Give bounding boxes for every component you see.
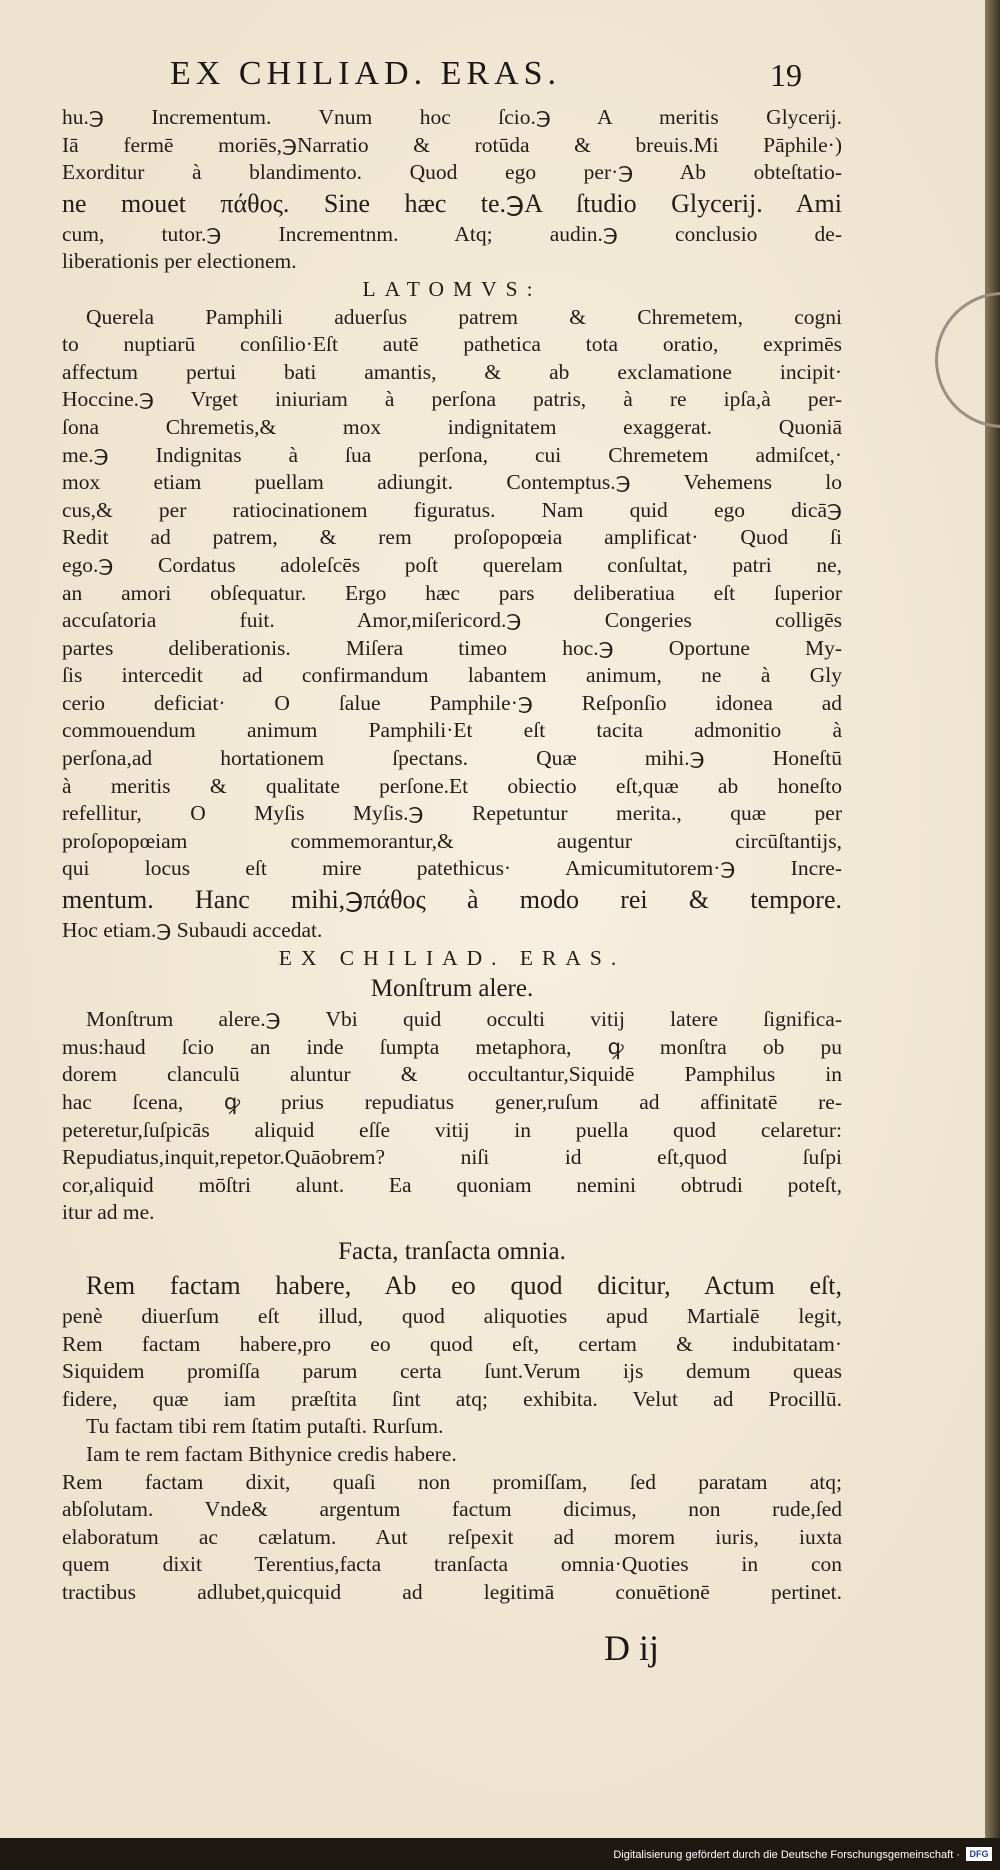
signature-mark: D ij — [604, 1628, 660, 1668]
text-line: penè diuerſum eſt illud, quod aliquoties apud Martialē legit, — [62, 1303, 842, 1328]
text-line: dorem clanculū aluntur & occultantur,Siquidē Pamphilus in — [62, 1062, 842, 1087]
text-line: refellitur, O Myſis Myſis.℈ Repetuntur merita., quæ per — [62, 801, 842, 826]
text-line: liberationis per electionem. — [62, 249, 297, 274]
section-heading-monstrum: Monſtrum alere. — [370, 975, 534, 1003]
text-line: Hoc etiam.℈ Subaudi accedat. — [62, 918, 323, 943]
text-line: cum, tutor.℈ Incrementnm. Atq; audin.℈ conclusio de- — [62, 221, 842, 246]
verse-line: Tu factam tibi rem ſtatim putaſti. Rurſum. — [86, 1414, 444, 1439]
text-line: ne mouet πάθος. Sine hæc te.℈A ſtudio Glycerij. Ami — [62, 188, 842, 218]
text-line: Repudiatus,inquit,repetor.Quāobrem? niſi id eſt,quod ſuſpi — [62, 1145, 842, 1170]
text-line: peteretur,ſuſpicās aliquid eſſe vitij in puella quod celaretur: — [62, 1117, 842, 1142]
text-line: Monſtrum alere.℈ Vbi quid occulti vitij latere ſignifica- — [86, 1007, 842, 1032]
text-line: ſis intercedit ad confirmandum labantem animum, ne à Gly — [62, 663, 842, 688]
text-line: proſopopœiam commemorantur,& augentur circūſtantijs, — [62, 828, 842, 853]
text-line: hac ſcena, ꝙ prius repudiatus gener,ruſum ad affinitatē re- — [62, 1090, 842, 1114]
page-header — [0, 55, 985, 95]
footer-bar — [0, 1838, 1000, 1870]
text-line: ſona Chremetis,& mox indignitatem exaggerat. Quoniā — [62, 414, 842, 439]
text-line: cerio deficiat· O ſalue Pamphile·℈ Reſponſio idonea ad — [62, 690, 842, 715]
text-line: Rem factam habere,pro eo quod eſt, certam & indubitatam· — [62, 1331, 842, 1356]
text-line: Redit ad patrem, & rem proſopopœia amplificat· Quod ſi — [62, 525, 842, 550]
section-heading-chiliad: EX CHILIAD. ERAS. — [278, 945, 626, 970]
page-number: 19 — [770, 57, 802, 93]
section-heading-facta: Facta, tranſacta omnia. — [338, 1237, 566, 1265]
text-line: mentum. Hanc mihi,℈πάθος à modo rei & tempore. — [62, 885, 842, 915]
text-line: me.℈ Indignitas à ſua perſona, cui Chremetem admiſcet,· — [62, 442, 842, 467]
body-text — [62, 104, 842, 1607]
text-line: hu.℈ Incrementum. Vnum hoc ſcio.℈ A meritis Glycerij. — [62, 105, 842, 129]
text-line: itur ad me. — [62, 1200, 155, 1225]
text-line: fidere, quæ iam præſtita ſint atq; exhibita. Velut ad Procillū. — [62, 1386, 842, 1411]
text-line: commouendum animum Pamphili·Et eſt tacita admonitio à — [62, 718, 842, 743]
text-line: à meritis & qualitate perſone.Et obiectio eſt,quæ ab honeſto — [62, 773, 842, 798]
text-line: tractibus adlubet,quicquid ad legitimā conuētionē pertinet. — [62, 1579, 842, 1604]
text-line: accuſatoria fuit. Amor,miſericord.℈ Congeries colligēs — [62, 608, 842, 633]
text-line: Rem factam dixit, quaſi non promiſſam, ſed paratam atq; — [62, 1469, 842, 1494]
text-line: elaboratum ac cælatum. Aut reſpexit ad morem iuris, iuxta — [62, 1524, 842, 1549]
text-line: mox etiam puellam adiungit. Contemptus.℈ Vehemens lo — [62, 470, 842, 495]
dfg-logo: DFG — [966, 1847, 992, 1861]
text-line: cor,aliquid mōſtri alunt. Ea quoniam nemini obtrudi poteſt, — [62, 1172, 842, 1197]
text-line: Siquidem promiſſa parum certa ſunt.Verum ijs demum queas — [62, 1359, 842, 1384]
text-line: cus,& per ratiocinationem figuratus. Nam quid ego dicā℈ — [62, 497, 842, 522]
text-line: Rem factam habere, Ab eo quod dicitur, Actum eſt, — [86, 1270, 842, 1300]
verse-line: Iam te rem factam Bithynice credis habere. — [86, 1441, 457, 1466]
text-line: Hoccine.℈ Vrget iniuriam à perſona patris, à re ipſa,à per- — [62, 387, 842, 412]
text-line: mus:haud ſcio an inde ſumpta metaphora, ꝙ monſtra ob pu — [62, 1034, 842, 1059]
text-line: affectum pertui bati amantis, & ab exclamatione incipit· — [62, 359, 842, 384]
text-line: Querela Pamphili aduerſus patrem & Chremetem, cogni — [86, 304, 842, 329]
text-line: ego.℈ Cordatus adoleſcēs poſt querelam conſultat, patri ne, — [62, 552, 842, 577]
text-line: perſona,ad hortationem ſpectans. Quæ mihi.℈ Honeſtū — [62, 746, 842, 771]
text-line: an amori obſequatur. Ergo hæc pars deliberatiua eſt ſuperior — [62, 580, 842, 605]
funding-credit: Digitalisierung gefördert durch die Deutsche Forschungsgemeinschaft · — [613, 1849, 960, 1861]
text-line: quem dixit Terentius,facta tranſacta omnia·Quoties in con — [62, 1552, 842, 1577]
text-line: Iā fermē moriēs,℈Narratio & rotūda & breuis.Mi Pāphile·) — [62, 132, 842, 157]
section-heading-latomus: LATOMVS: — [362, 276, 542, 301]
page-edge — [985, 0, 1000, 1838]
text-line: to nuptiarū conſilio·Eſt autē pathetica tota oratio, exprimēs — [62, 332, 842, 357]
text-line: Exorditur à blandimento. Quod ego per·℈ Ab obteſtatio- — [62, 160, 842, 185]
text-line: abſolutam. Vnde& argentum factum dicimus, non rude,ſed — [62, 1497, 842, 1522]
text-line: partes deliberationis. Miſera timeo hoc.℈ Oportune My- — [62, 635, 842, 660]
running-head: EX CHILIAD. ERAS. — [170, 55, 561, 92]
text-line: qui locus eſt mire patethicus· Amicumitutorem·℈ Incre- — [62, 856, 842, 881]
